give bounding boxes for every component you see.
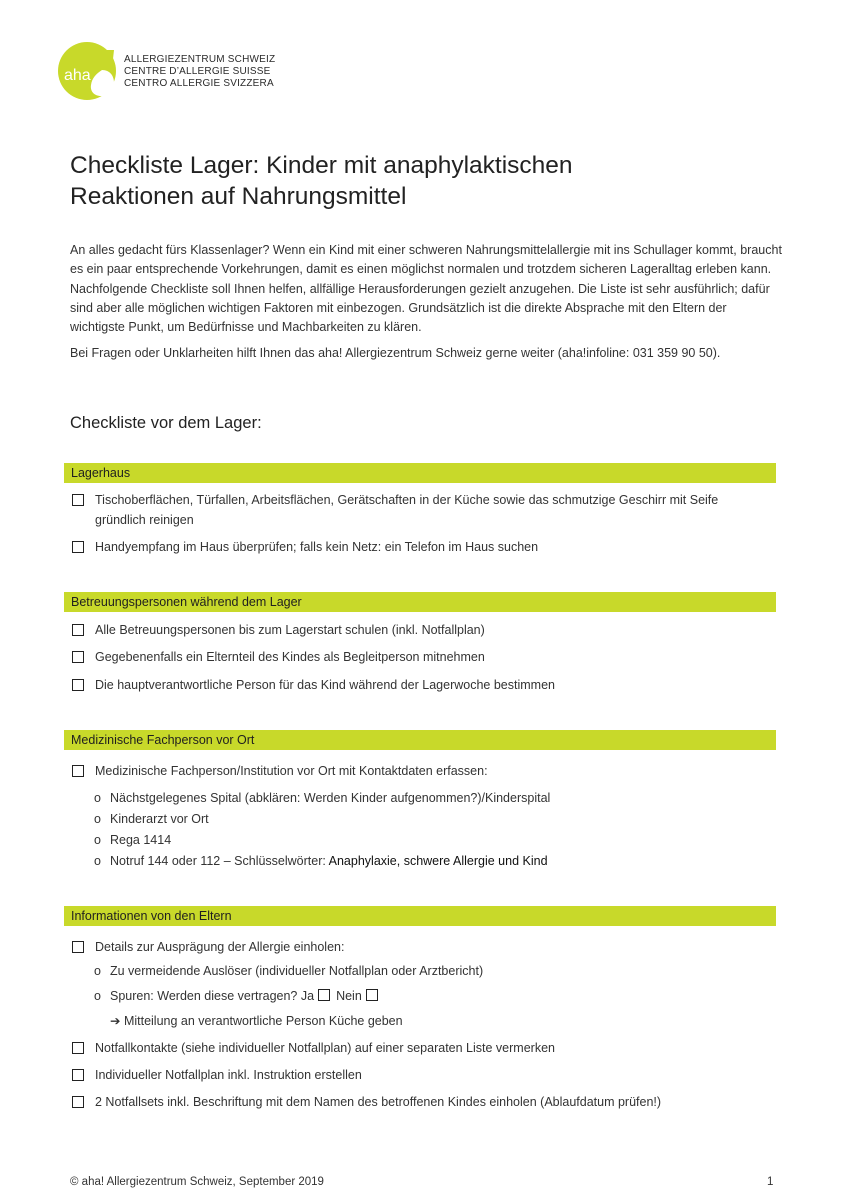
checkbox[interactable] — [72, 1042, 84, 1054]
checklist-item — [72, 1092, 772, 1112]
intro-paragraph-1: An alles gedacht fürs Klassenlager? Wenn ein Kind mit einer schweren Nahrungsmittelallergie mit ins Schullager kommt, braucht es ein paar entsprechende Vorkehrungen, damit es einen möglichst normalen und trotzdem sicheren Lageralltag erleben kann. Nachfolgende Checkliste soll Ihnen helfen, allfällige Herausforderungen gezielt anzugehen. Die Liste ist sehr ausführlich; dafür sind aber alle möglichen wichtigen Faktoren mit einbezogen. Grundsätzlich ist die direkte Absprache mit den Eltern der wichtigste Punkt, um Bedürfnisse und Machbarkeiten zu klären. — [70, 243, 782, 335]
emergency-keywords: Anaphylaxie, schwere Allergie und Kind — [328, 854, 548, 868]
bullet-marker: o — [94, 854, 101, 868]
intro-text — [70, 241, 782, 364]
sub-list-item — [94, 961, 483, 981]
sub-list-item-text: Spuren: Werden diese vertragen? Ja — [110, 989, 315, 1003]
checkbox[interactable] — [72, 651, 84, 663]
bullet-marker: o — [94, 791, 101, 805]
title-line-1: Checkliste Lager: Kinder mit anaphylaktischen — [70, 152, 573, 179]
sub-list-item — [94, 809, 209, 829]
checklist-item — [72, 937, 772, 957]
checklist-item — [72, 675, 772, 695]
checklist-item-text: 2 Notfallsets inkl. Beschriftung mit dem Namen des betroffenen Kindes einholen (Ablaufdatum prüfen!) — [95, 1095, 662, 1109]
checklist-item-text: Alle Betreuungspersonen bis zum Lagerstart schulen (inkl. Notfallplan) — [95, 623, 485, 637]
checklist-subheading: Checkliste vor dem Lager: — [70, 414, 262, 432]
section-title: Informationen von den Eltern — [71, 909, 232, 923]
checklist-item — [72, 537, 772, 557]
section-header-informationen-eltern — [64, 906, 776, 926]
org-line-de: ALLERGIEZENTRUM SCHWEIZ — [124, 54, 276, 65]
checkbox[interactable] — [72, 941, 84, 953]
checkbox[interactable] — [72, 624, 84, 636]
checklist-item-text: Tischoberflächen, Türfallen, Arbeitsflächen, Gerätschaften in der Küche sowie das schmutzige Geschirr mit Seife gründlich reinigen — [95, 493, 719, 527]
checklist-item-text: Medizinische Fachperson/Institution vor Ort mit Kontaktdaten erfassen: — [95, 764, 488, 778]
aha-logo — [58, 40, 120, 102]
sub-list-item — [94, 830, 171, 850]
section-header-lagerhaus — [64, 463, 776, 483]
sub-list-item-text: Nächstgelegenes Spital (abklären: Werden Kinder aufgenommen?)/Kinderspital — [110, 791, 551, 805]
checkbox[interactable] — [72, 541, 84, 553]
checkbox[interactable] — [72, 1069, 84, 1081]
intro-paragraph-2: Bei Fragen oder Unklarheiten hilft Ihnen das aha! Allergiezentrum Schweiz gerne weiter (aha!infoline: 031 359 90 50). — [70, 346, 721, 361]
sub-list-item — [94, 788, 550, 808]
logo-text: aha — [64, 67, 91, 84]
sub-list-item-text: Kinderarzt vor Ort — [110, 812, 209, 826]
section-title: Medizinische Fachperson vor Ort — [71, 733, 255, 747]
sub-list-item — [94, 851, 548, 871]
sub-list-item — [94, 986, 384, 1006]
checklist-item — [72, 1065, 772, 1085]
section-header-medizinische-fachperson — [64, 730, 776, 750]
bullet-marker: o — [94, 812, 101, 826]
checklist-item-text: Die hauptverantwortliche Person für das Kind während der Lagerwoche bestimmen — [95, 678, 555, 692]
bullet-marker: o — [94, 964, 101, 978]
checklist-item-text: Handyempfang im Haus überprüfen; falls kein Netz: ein Telefon im Haus suchen — [95, 540, 539, 554]
checklist-item — [72, 647, 772, 667]
checklist-item — [72, 1038, 772, 1058]
section-header-betreuungspersonen — [64, 592, 776, 612]
checkbox[interactable] — [72, 765, 84, 777]
checklist-item — [72, 490, 772, 530]
arrow-note: ➔ Mitteilung an verantwortliche Person Küche geben — [110, 1014, 403, 1028]
checkbox[interactable] — [72, 494, 84, 506]
org-line-fr: CENTRE D’ALLERGIE SUISSE — [124, 66, 271, 77]
checkbox[interactable] — [72, 679, 84, 691]
ja-checkbox[interactable] — [318, 989, 330, 1001]
org-line-it: CENTRO ALLERGIE SVIZZERA — [124, 78, 274, 89]
bullet-marker: o — [94, 989, 101, 1003]
organization-name — [124, 54, 275, 90]
document-title — [70, 150, 573, 212]
checkbox[interactable] — [72, 1096, 84, 1108]
page-number: 1 — [767, 1176, 774, 1188]
checklist-item-text: Individueller Notfallplan inkl. Instruktion erstellen — [95, 1068, 362, 1082]
checklist-item-text: Gegebenenfalls ein Elternteil des Kindes als Begleitperson mitnehmen — [95, 650, 485, 664]
checklist-item — [72, 761, 772, 781]
sub-list-item-text: Rega 1414 — [110, 833, 172, 847]
sub-list-item-text: Notruf 144 oder 112 – Schlüsselwörter: — [110, 854, 329, 868]
footer-copyright: © aha! Allergiezentrum Schweiz, September 2019 — [70, 1176, 324, 1188]
title-line-2: Reaktionen auf Nahrungsmittel — [70, 183, 407, 210]
checklist-item — [72, 620, 772, 640]
nein-checkbox[interactable] — [366, 989, 378, 1001]
checklist-item-text: Details zur Ausprägung der Allergie einholen: — [95, 940, 345, 954]
section-title: Lagerhaus — [71, 466, 131, 480]
bullet-marker: o — [94, 833, 101, 847]
checklist-item-text: Notfallkontakte (siehe individueller Notfallplan) auf einer separaten Liste vermerken — [95, 1041, 555, 1055]
sub-list-item-text: Zu vermeidende Auslöser (individueller Notfallplan oder Arztbericht) — [110, 964, 484, 978]
nein-label: Nein — [336, 989, 362, 1003]
section-title: Betreuungspersonen während dem Lager — [71, 595, 302, 609]
